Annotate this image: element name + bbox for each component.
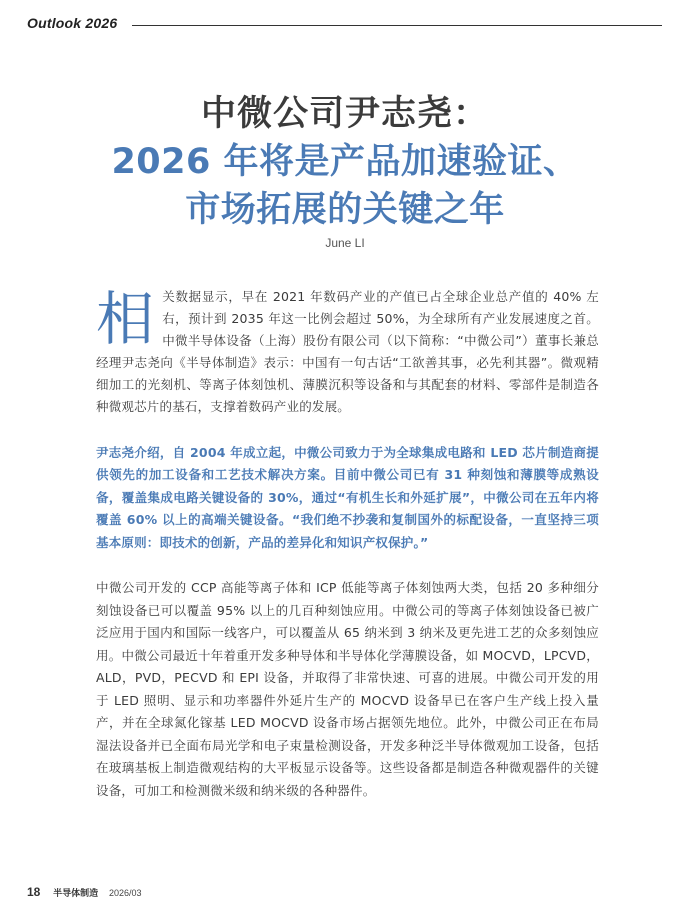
highlight-paragraph: 尹志尧介绍，自 2004 年成立起，中微公司致力于为全球集成电路和 LED 芯片制造商提供领先的加工设备和工艺技术解决方案。目前中微公司已有 31 种刻蚀和薄膜等成熟设备，覆盖集成电路关键设备的 30%，通过“有机生长和外延扩展”，中微公司在五年内将覆盖 60% 以上的高端关键设备。“我们绝不抄袭和复制国外的标配设备，一直坚持三项基本原则：即技术的创新，产品的差异化和知识产权保护。” [96,445,599,550]
issue-date: 2026/03 [108,888,142,898]
article-title-line-2: 2026 年将是产品加速验证、 [111,142,579,182]
page-number: 18 [27,885,41,899]
magazine-name: 半导体制造 [53,889,99,899]
article-title-line-3: 市场拓展的关键之年 [185,190,505,230]
page-footer [27,885,141,899]
section-label: Outlook 2026 [27,15,118,31]
drop-cap: 相 [96,285,155,353]
intro-text: 关数据显示，早在 2021 年数码产业的产值已占全球企业总产值的 40% 左右，预计到 2035 年这一比例会超过 50%，为全球所有产业发展速度之首。中微半导体设备（上海）股份有限公司（以下简称：“中微公司”）董事长兼总经理尹志尧向《半导体制造》表示：中国有一句古话“工欲善其事，必先利其器”。微观精细加工的光刻机、等离子体刻蚀机、薄膜沉积等设备和与其配套的材料、零部件是制造各种微观芯片的基石，支撑着数码产业的发展。 [96,289,599,414]
article-title-line-1: 中微公司尹志尧： [200,94,489,134]
header-divider [132,25,662,26]
intro-paragraph [96,286,599,418]
article-author: June LI [325,236,365,250]
main-paragraph: 中微公司开发的 CCP 高能等离子体和 ICP 低能等离子体刻蚀两大类，包括 20 多种细分刻蚀设备已可以覆盖 95% 以上的几百种刻蚀应用。中微公司的等离子体刻蚀设备已被广泛应用于国内和国际一线客户，可以覆盖从 65 纳米到 3 纳米及更先进工艺的众多刻蚀应用。中微公司最近十年着重开发多种导体和半导体化学薄膜设备，如 MOCVD，LPCVD，ALD，PVD，PECVD 和 EPI 设备，并取得了非常快速、可喜的进展。中微公司开发的用于 LED 照明、显示和功率器件外延片生产的 MOCVD 设备早已在客户生产线上投入量产，并在全球氮化镓基 LED MOCVD 设备市场占据领先地位。此外，中微公司正在布局湿法设备并已全面布局光学和电子束量检测设备，开发多种泛半导体微观加工设备，包括在玻璃基板上制造微观结构的大平板显示设备等。这些设备都是制造各种微观器件的关键设备，可加工和检测微米级和纳米级的各种器件。 [96,580,599,798]
